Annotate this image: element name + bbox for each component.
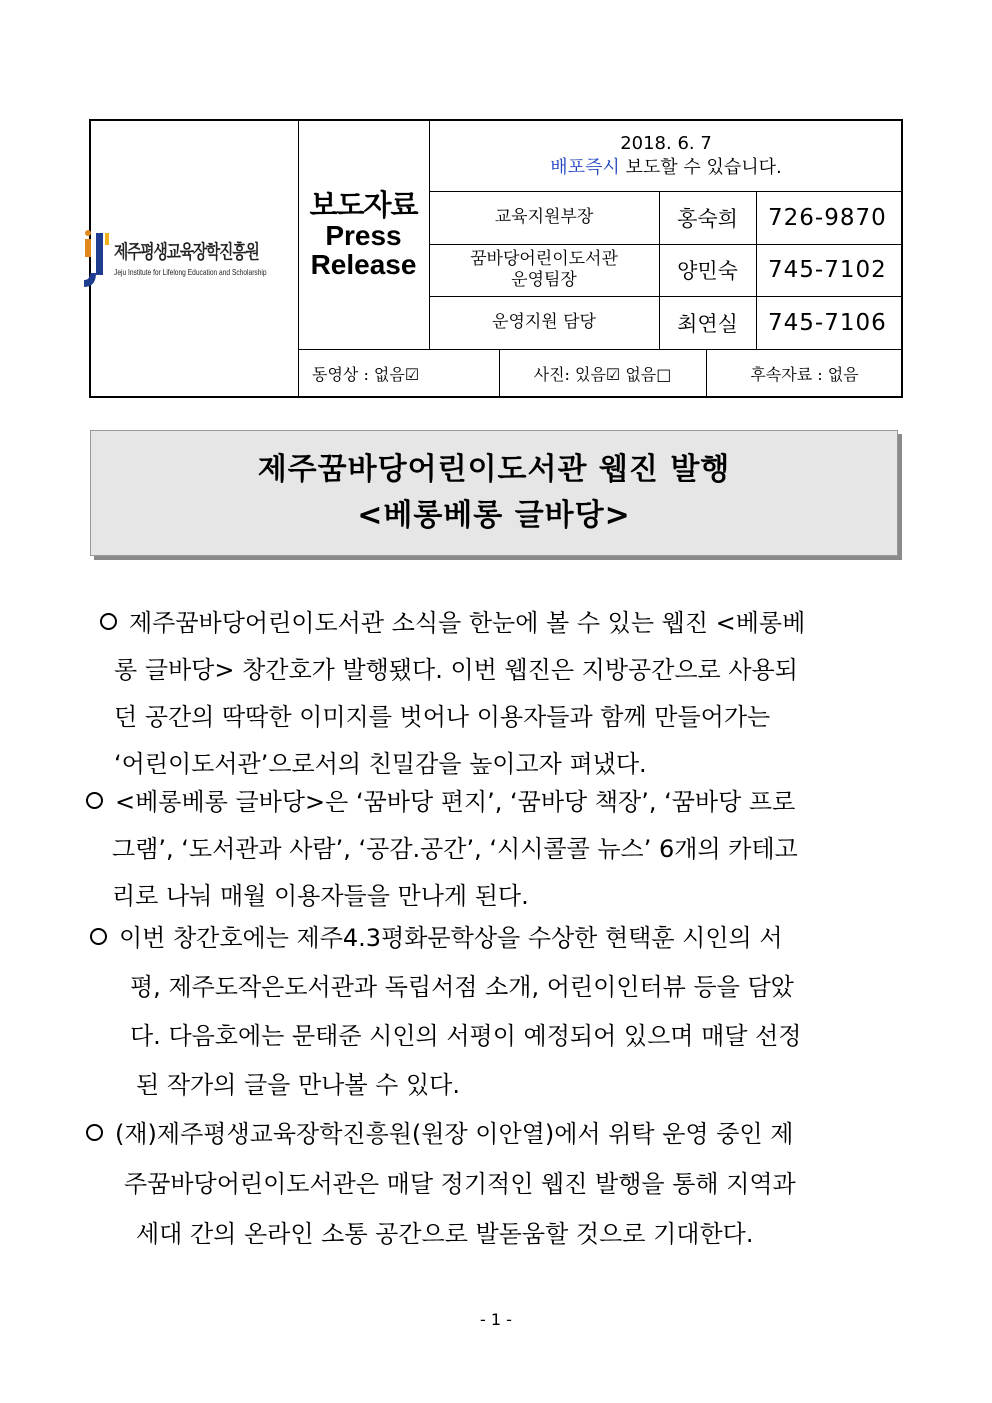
contact-dept-line2: 운영팀장 bbox=[511, 270, 577, 290]
release-date: 2018. 6. 7 bbox=[620, 132, 712, 154]
institute-logo-icon bbox=[80, 225, 110, 295]
circle-bullet-icon bbox=[86, 792, 103, 809]
video-status: 동영상 : 없음☑ bbox=[312, 365, 420, 384]
contact-name: 양민숙 bbox=[677, 259, 738, 283]
paragraph-line bbox=[86, 1109, 922, 1159]
contact-phone: 745-7106 bbox=[768, 309, 887, 336]
paragraph-line bbox=[90, 914, 920, 963]
release-date-cell bbox=[429, 121, 903, 191]
paragraph-line: 평, 제주도작은도서관과 독립서점 소개, 어린이인터뷰 등을 담았 bbox=[130, 973, 794, 1001]
circle-bullet-icon bbox=[90, 928, 107, 945]
press-header-table bbox=[89, 119, 903, 398]
paragraph-text: 이번 창간호에는 제주4.3평화문학상을 수상한 현택훈 시인의 서 bbox=[119, 924, 783, 952]
contact-dept: 운영지원 담당 bbox=[492, 311, 596, 332]
body-paragraph bbox=[86, 1109, 922, 1259]
headline-line-1: 제주꿈바당어린이도서관 웹진 발행 bbox=[257, 451, 731, 487]
press-label-en-1: Press bbox=[325, 219, 402, 251]
paragraph-line: 된 작가의 글을 만나볼 수 있다. bbox=[136, 1071, 460, 1099]
body-paragraph bbox=[86, 779, 922, 920]
page-number: - 1 - bbox=[480, 1310, 512, 1329]
paragraph-line: ‘어린이도서관’으로서의 친밀감을 높이고자 펴냈다. bbox=[114, 750, 647, 778]
contact-dept bbox=[429, 244, 659, 296]
paragraph-text: 제주꿈바당어린이도서관 소식을 한눈에 볼 수 있는 웹진 <베롱베 bbox=[129, 609, 806, 637]
paragraph-line: 세대 간의 온라인 소통 공간으로 발돋움할 것으로 기대한다. bbox=[136, 1220, 754, 1248]
press-label-en-2: Release bbox=[310, 249, 417, 281]
paragraph-line: 다. 다음호에는 문태준 시인의 서평이 예정되어 있으며 매달 선정 bbox=[130, 1022, 802, 1050]
headline-line-2: <베롱베롱 글바당> bbox=[357, 498, 631, 533]
circle-bullet-icon bbox=[86, 1124, 103, 1141]
paragraph-line: 롱 글바당> 창간호가 발행됐다. 이번 웹진은 지방공간으로 사용되 bbox=[114, 656, 798, 684]
paragraph-text: (재)제주평생교육장학진흥원(원장 이안열)에서 위탁 운영 중인 제 bbox=[115, 1120, 794, 1148]
contact-name: 홍숙희 bbox=[677, 206, 738, 231]
release-note bbox=[550, 156, 782, 180]
photo-status: 사진: 있음☑ 없음□ bbox=[533, 365, 672, 384]
paragraph-line: 그램’, ‘도서관과 사람’, ‘공감.공간’, ‘시시콜콜 뉴스’ 6개의 카테고 bbox=[112, 835, 798, 863]
press-label-ko: 보도자료 bbox=[309, 188, 418, 223]
contact-dept-line1: 꿈바당어린이도서관 bbox=[470, 248, 618, 269]
followup-status: 후속자료 : 없음 bbox=[750, 365, 859, 384]
paragraph-line bbox=[100, 600, 922, 647]
logo-cell bbox=[91, 121, 298, 398]
paragraph-line: 주꿈바당어린이도서관은 매달 정기적인 웹진 발행을 통해 지역과 bbox=[124, 1170, 796, 1198]
body-paragraph bbox=[100, 600, 922, 788]
contact-dept: 교육지원부장 bbox=[494, 206, 594, 227]
institute-name-ko: 제주평생교육장학진흥원 bbox=[113, 241, 259, 264]
release-note-highlight: 배포즉시 bbox=[550, 157, 620, 178]
release-note-rest: 보도할 수 있습니다. bbox=[619, 157, 782, 178]
institute-name-en: Jeju Institute for Lifelong Education and Scholarship bbox=[113, 266, 267, 277]
circle-bullet-icon bbox=[100, 613, 117, 630]
paragraph-line: 리로 나눠 매월 이용자들을 만나게 된다. bbox=[112, 882, 529, 910]
paragraph-text: <베롱베롱 글바당>은 ‘꿈바당 편지’, ‘꿈바당 책장’, ‘꿈바당 프로 bbox=[115, 788, 796, 816]
press-release-label bbox=[298, 121, 429, 349]
body-paragraph bbox=[90, 914, 920, 1110]
paragraph-line: 던 공간의 딱딱한 이미지를 벗어나 이용자들과 함께 만들어가는 bbox=[114, 703, 771, 731]
institute-logo bbox=[80, 225, 310, 295]
headline-box bbox=[90, 430, 898, 556]
contact-name: 최연실 bbox=[677, 311, 738, 336]
contact-phone: 745-7102 bbox=[768, 257, 887, 283]
contact-phone: 726-9870 bbox=[768, 204, 887, 231]
paragraph-line bbox=[86, 779, 922, 826]
